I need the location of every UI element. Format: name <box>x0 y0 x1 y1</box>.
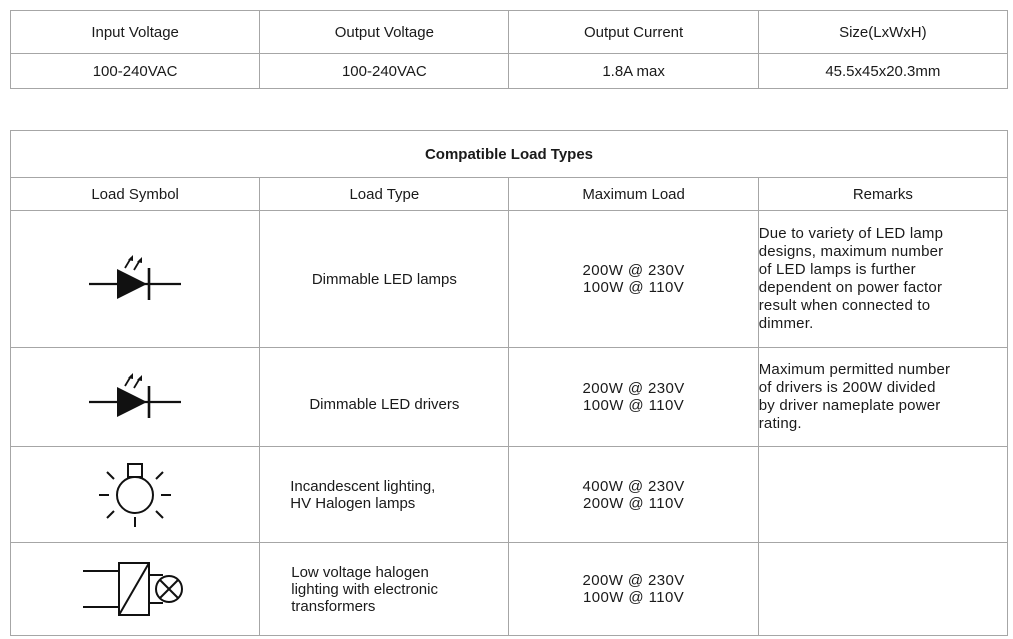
load-symbol-cell <box>11 543 260 636</box>
load-symbol-cell <box>11 211 260 348</box>
remarks-cell <box>758 543 1007 636</box>
header-remarks: Remarks <box>758 178 1007 211</box>
max-load-line: 200W @ 230V <box>582 572 685 589</box>
load-row-led-drivers <box>11 348 1008 447</box>
led-diode-icon <box>89 254 181 304</box>
load-row-incandescent <box>11 447 1008 543</box>
max-load-line: 200W @ 230V <box>582 380 685 397</box>
spec-value-output-current: 1.8A max <box>509 54 758 89</box>
load-row-led-lamps <box>11 211 1008 348</box>
remarks-cell <box>758 211 1007 348</box>
spec-header-row <box>11 11 1008 54</box>
load-type-cell <box>260 211 509 348</box>
load-type-line: Incandescent lighting, <box>290 477 436 495</box>
remark-line: dimmer. <box>758 315 814 332</box>
spec-value-row <box>11 54 1008 89</box>
load-type-line: Dimmable LED drivers <box>309 396 460 413</box>
max-load-line: 100W @ 110V <box>583 397 685 414</box>
remark-line: Due to variety of LED lamp <box>758 225 944 242</box>
header-maximum-load: Maximum Load <box>509 178 758 211</box>
load-table-title-row <box>11 131 1008 178</box>
load-type-cell <box>260 348 509 447</box>
remark-line: designs, maximum number <box>758 243 944 260</box>
header-load-type: Load Type <box>260 178 509 211</box>
max-load-cell <box>509 211 758 348</box>
remark-line: of drivers is 200W divided <box>758 379 936 396</box>
remark-line: dependent on power factor <box>758 279 943 296</box>
max-load-line: 200W @ 230V <box>582 262 685 279</box>
load-table-header-row <box>11 178 1008 211</box>
spec-value-size: 45.5x45x20.3mm <box>758 54 1007 89</box>
remark-line: Maximum permitted number <box>758 361 951 378</box>
load-type-line: Dimmable LED lamps <box>311 270 457 288</box>
spec-header-input-voltage: Input Voltage <box>11 11 260 54</box>
load-symbol-cell <box>11 348 260 447</box>
max-load-line: 100W @ 110V <box>583 279 685 296</box>
load-table-title: Compatible Load Types <box>11 131 1008 178</box>
load-row-low-voltage-halogen <box>11 543 1008 636</box>
load-type-line: transformers <box>291 597 376 615</box>
load-type-line: Low voltage halogen <box>291 563 429 581</box>
spec-value-output-voltage: 100-240VAC <box>260 54 509 89</box>
load-type-cell <box>260 543 509 636</box>
remarks-cell <box>758 447 1007 543</box>
load-type-line: HV Halogen lamps <box>290 494 416 512</box>
max-load-cell <box>509 447 758 543</box>
remark-line: rating. <box>758 415 802 432</box>
transformer-lamp-icon <box>83 561 187 617</box>
header-load-symbol: Load Symbol <box>11 178 260 211</box>
specifications-table <box>10 10 1008 89</box>
spec-header-output-voltage: Output Voltage <box>260 11 509 54</box>
incandescent-bulb-icon <box>99 462 171 528</box>
max-load-line: 400W @ 230V <box>582 477 685 495</box>
remark-line: by driver nameplate power <box>758 397 941 414</box>
load-symbol-cell <box>11 447 260 543</box>
remark-line: result when connected to <box>758 297 931 314</box>
remark-line: of LED lamps is further <box>758 261 916 278</box>
spec-value-input-voltage: 100-240VAC <box>11 54 260 89</box>
load-type-cell <box>260 447 509 543</box>
max-load-cell <box>509 543 758 636</box>
load-type-line: lighting with electronic <box>291 580 438 598</box>
compatible-load-types-table <box>10 130 1008 636</box>
max-load-line: 200W @ 110V <box>583 494 685 512</box>
max-load-cell <box>509 348 758 447</box>
max-load-line: 100W @ 110V <box>583 589 685 606</box>
led-diode-icon <box>89 372 181 422</box>
remarks-cell <box>758 348 1007 447</box>
spec-header-size: Size(LxWxH) <box>758 11 1007 54</box>
spec-header-output-current: Output Current <box>509 11 758 54</box>
